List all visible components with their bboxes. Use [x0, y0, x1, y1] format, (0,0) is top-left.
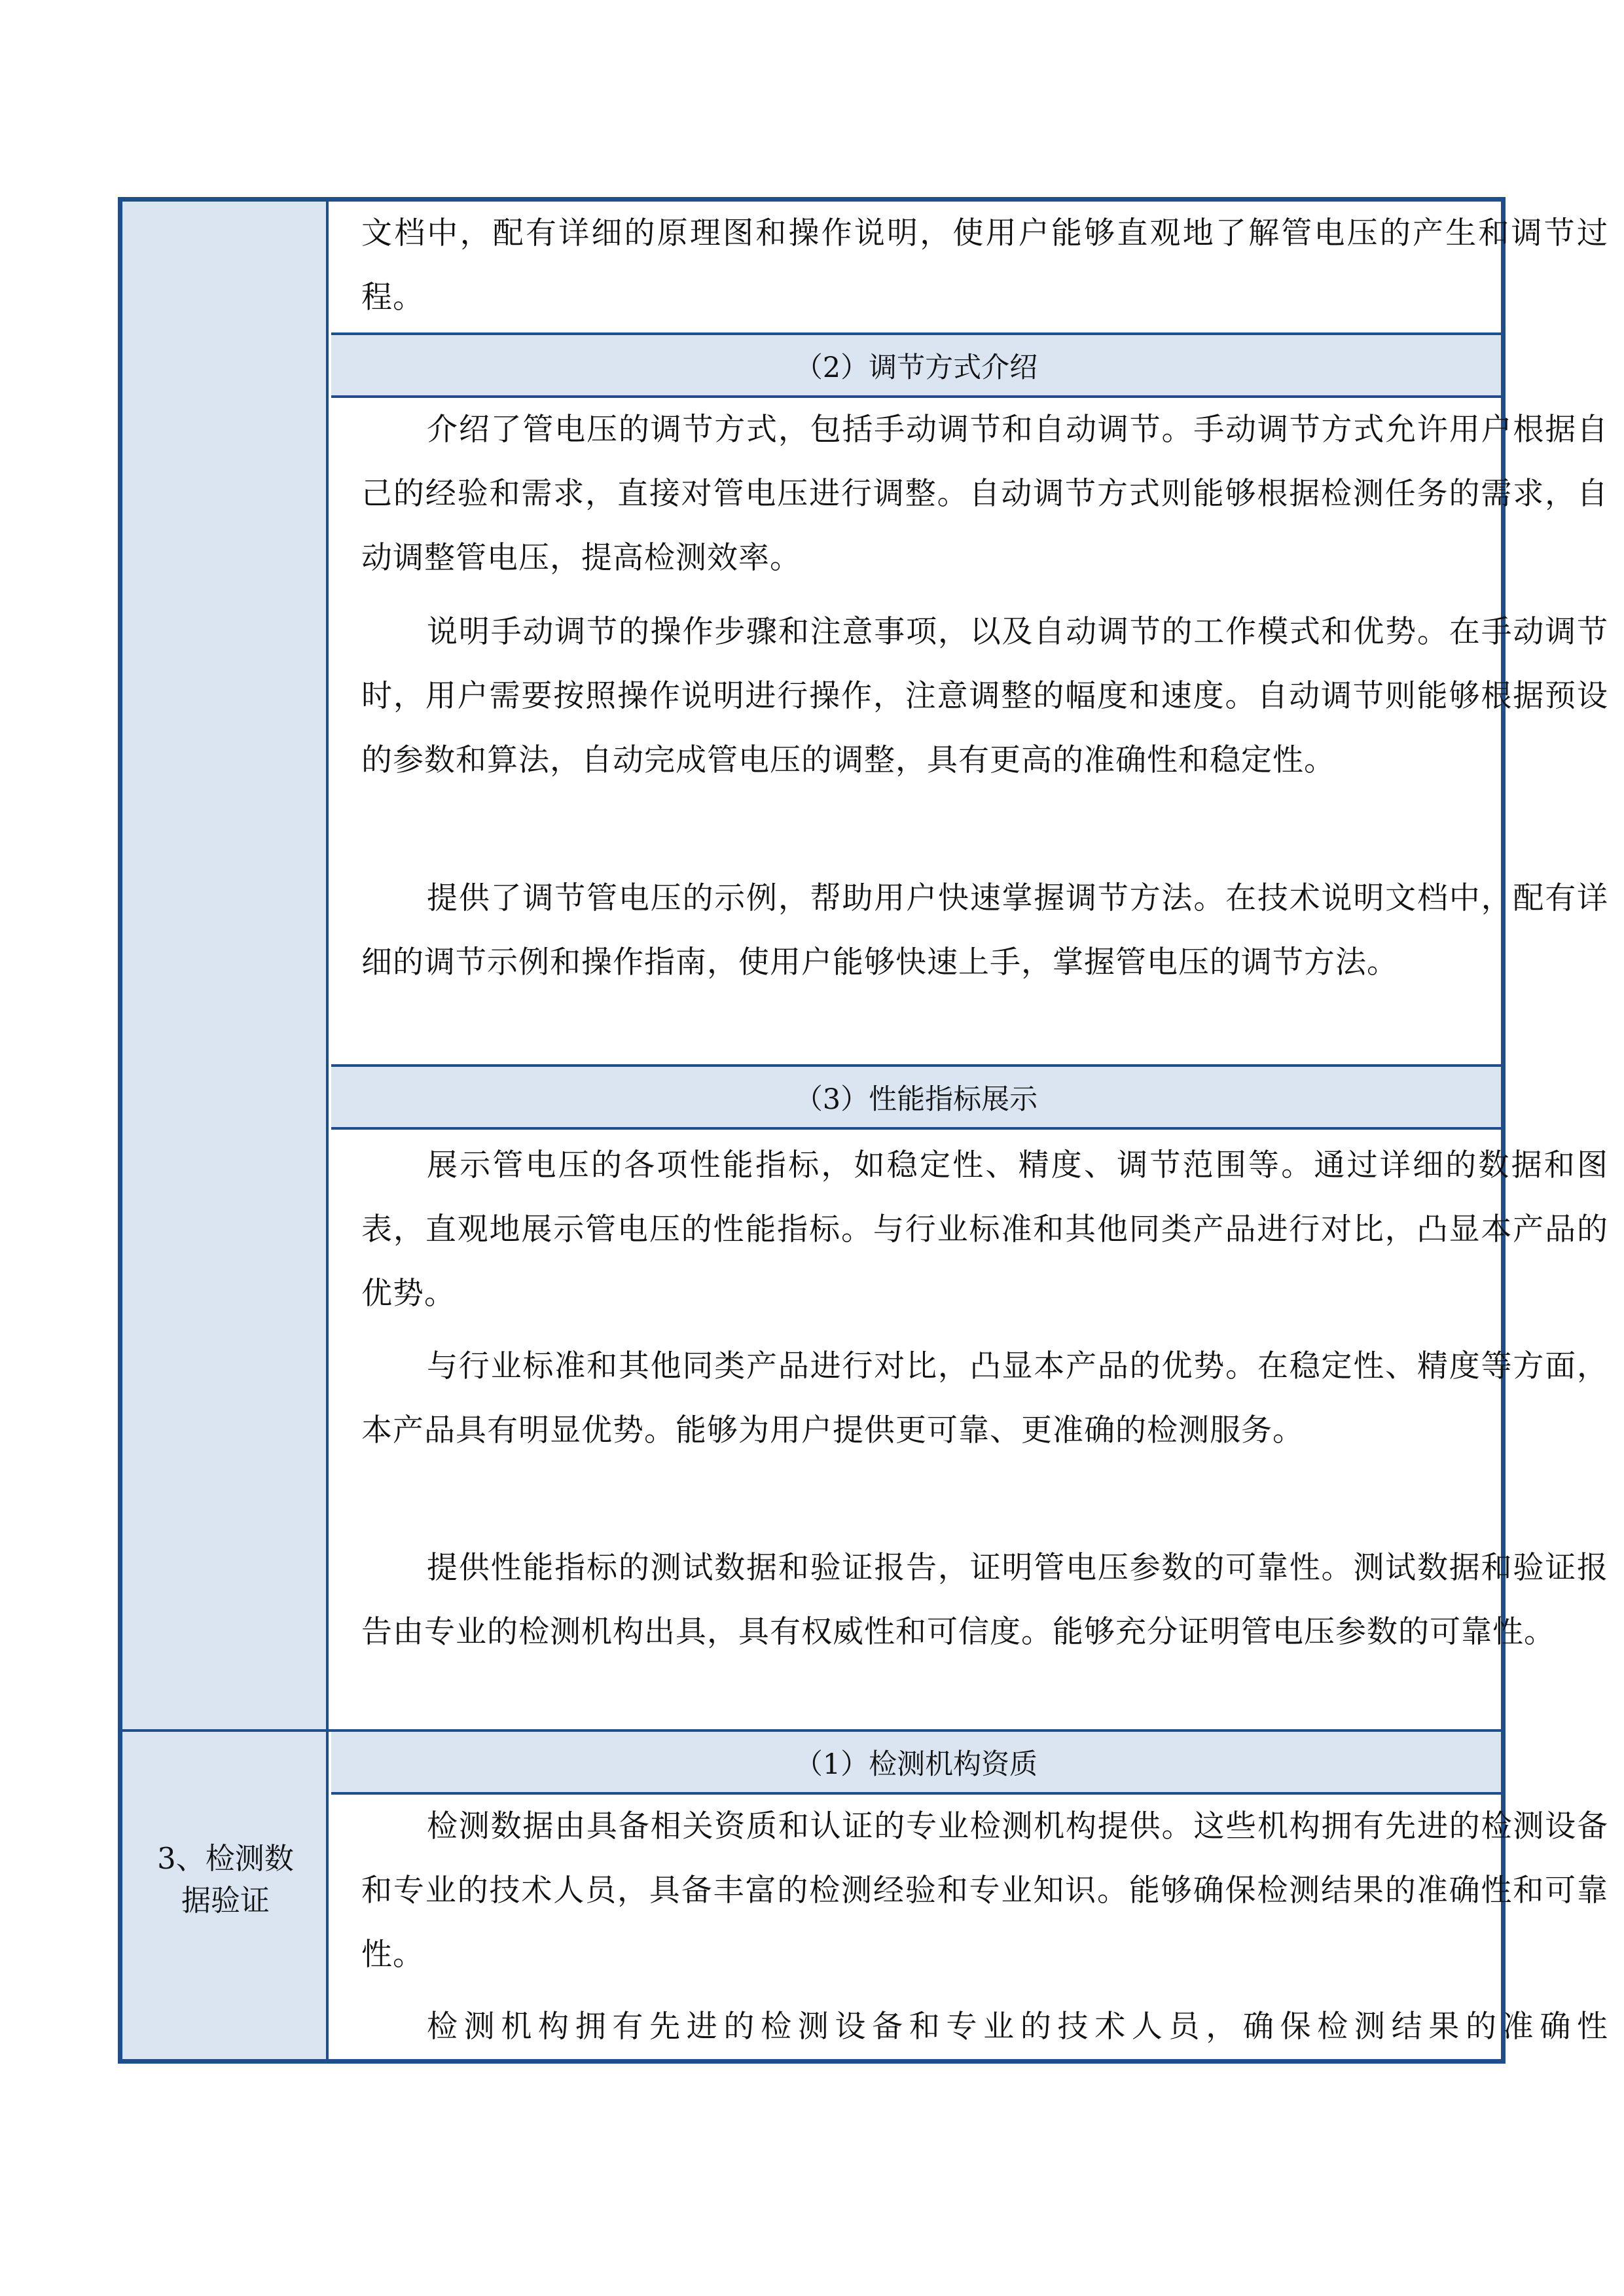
- content-table: [118, 197, 1608, 2064]
- paragraph-adjustment-example: 提供了调节管电压的示例，帮助用户快速掌握调节方法。在技术说明文档中，配有详细的调节示例和操作指南，使用户能够快速上手，掌握管电压的调节方法。: [361, 880, 1608, 980]
- paragraph-lab-intro: 检测数据由具备相关资质和认证的专业检测机构提供。这些机构拥有先进的检测设备和专业的技术人员，具备丰富的检测经验和专业知识。能够确保检测结果的准确性和可靠性。: [361, 1808, 1608, 1973]
- row-divider: [331, 1127, 1501, 1130]
- paragraph-adjustment-intro: 介绍了管电压的调节方式，包括手动调节和自动调节。手动调节方式允许用户根据自己的经验和需求，直接对管电压进行调整。自动调节方式则能够根据检测任务的需求，自动调整管电压，提高检测效率。: [361, 412, 1608, 576]
- subheading-adjustment-methods: （2）调节方式介绍: [331, 335, 1501, 395]
- paragraph-performance-indicators: 展示管电压的各项性能指标，如稳定性、精度、调节范围等。通过详细的数据和图表，直观地展示管电压的性能指标。与行业标准和其他同类产品进行对比，凸显本产品的优势。: [361, 1147, 1608, 1312]
- side-label-data-verification: [122, 1838, 329, 1922]
- paragraph-principle-doc: 文档中，配有详细的原理图和操作说明，使用户能够直观地了解管电压的产生和调节过程。: [361, 215, 1608, 315]
- side-label-line-1: 3、检测数: [157, 1841, 294, 1876]
- side-label-line-2: 据验证: [181, 1883, 270, 1918]
- subheading-lab-qualification: （1）检测机构资质: [331, 1732, 1501, 1792]
- paragraph-performance-reports: 提供性能指标的测试数据和验证报告，证明管电压参数的可靠性。测试数据和验证报告由专业的检测机构出具，具有权威性和可信度。能够充分证明管电压参数的可靠性。: [361, 1550, 1608, 1650]
- subheading-performance: （3）性能指标展示: [331, 1067, 1501, 1127]
- paragraph-performance-comparison: 与行业标准和其他同类产品进行对比，凸显本产品的优势。在稳定性、精度等方面，本产品具有明显优势。能够为用户提供更可靠、更准确的检测服务。: [361, 1348, 1608, 1448]
- label-column: [122, 202, 329, 2059]
- paragraph-adjustment-steps: 说明手动调节的操作步骤和注意事项，以及自动调节的工作模式和优势。在手动调节时，用户需要按照操作说明进行操作，注意调整的幅度和速度。自动调节则能够根据预设的参数和算法，自动完成管电压的调整，具有更高的准确性和稳定性。: [361, 614, 1608, 778]
- paragraph-lab-equipment: 检测机构拥有先进的检测设备和专业的技术人员，确保检测结果的准确性: [427, 2009, 1608, 2045]
